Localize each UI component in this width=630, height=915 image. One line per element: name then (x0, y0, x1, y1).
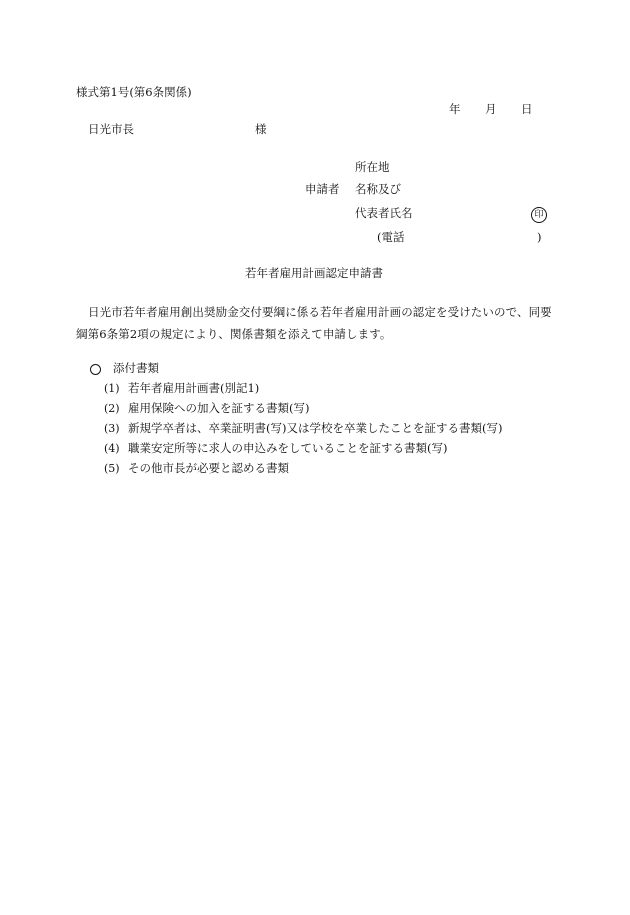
attachment-item: 雇用保険への加入を証する書類(写) (128, 401, 310, 415)
addressee-name: 日光市長 (88, 122, 134, 136)
date-day-label: 日 (521, 102, 533, 116)
body-paragraph: 日光市若年者雇用創出奨励金交付要綱に係る若年者雇用計画の認定を受けたいので、同要綱第6条第2項の規定により、関係書類を添えて申請します。 (76, 305, 552, 341)
phone-label: (電話 (377, 230, 405, 244)
attachment-item: 職業安定所等に求人の申込みをしていることを証する書類(写) (128, 441, 448, 455)
attachment-number: (3) (104, 422, 120, 435)
addressee-honorific: 様 (255, 122, 267, 136)
attachment-number: (5) (104, 462, 120, 475)
form-number: 様式第1号(第6条関係) (76, 85, 192, 99)
phone-close: ) (537, 230, 542, 244)
name-label: 名称及び (355, 182, 401, 196)
attachment-number: (1) (104, 382, 120, 395)
attachment-item: その他市長が必要と認める書類 (128, 461, 289, 475)
attachments-heading: 添付書類 (113, 361, 159, 375)
applicant-label: 申請者 (305, 182, 340, 196)
seal-mark: 印 (531, 207, 547, 223)
date-year-label: 年 (449, 102, 461, 116)
attachment-item: 新規学卒者は、卒業証明書(写)又は学校を卒業したことを証する書類(写) (128, 421, 503, 435)
address-label: 所在地 (355, 160, 390, 174)
document-title: 若年者雇用計画認定申請書 (245, 266, 383, 280)
attachment-number: (2) (104, 402, 120, 415)
representative-label: 代表者氏名 (355, 206, 413, 220)
circle-bullet-icon (90, 364, 101, 375)
attachment-item: 若年者雇用計画書(別記1) (128, 381, 260, 395)
date-month-label: 月 (485, 102, 497, 116)
attachment-number: (4) (104, 442, 120, 455)
